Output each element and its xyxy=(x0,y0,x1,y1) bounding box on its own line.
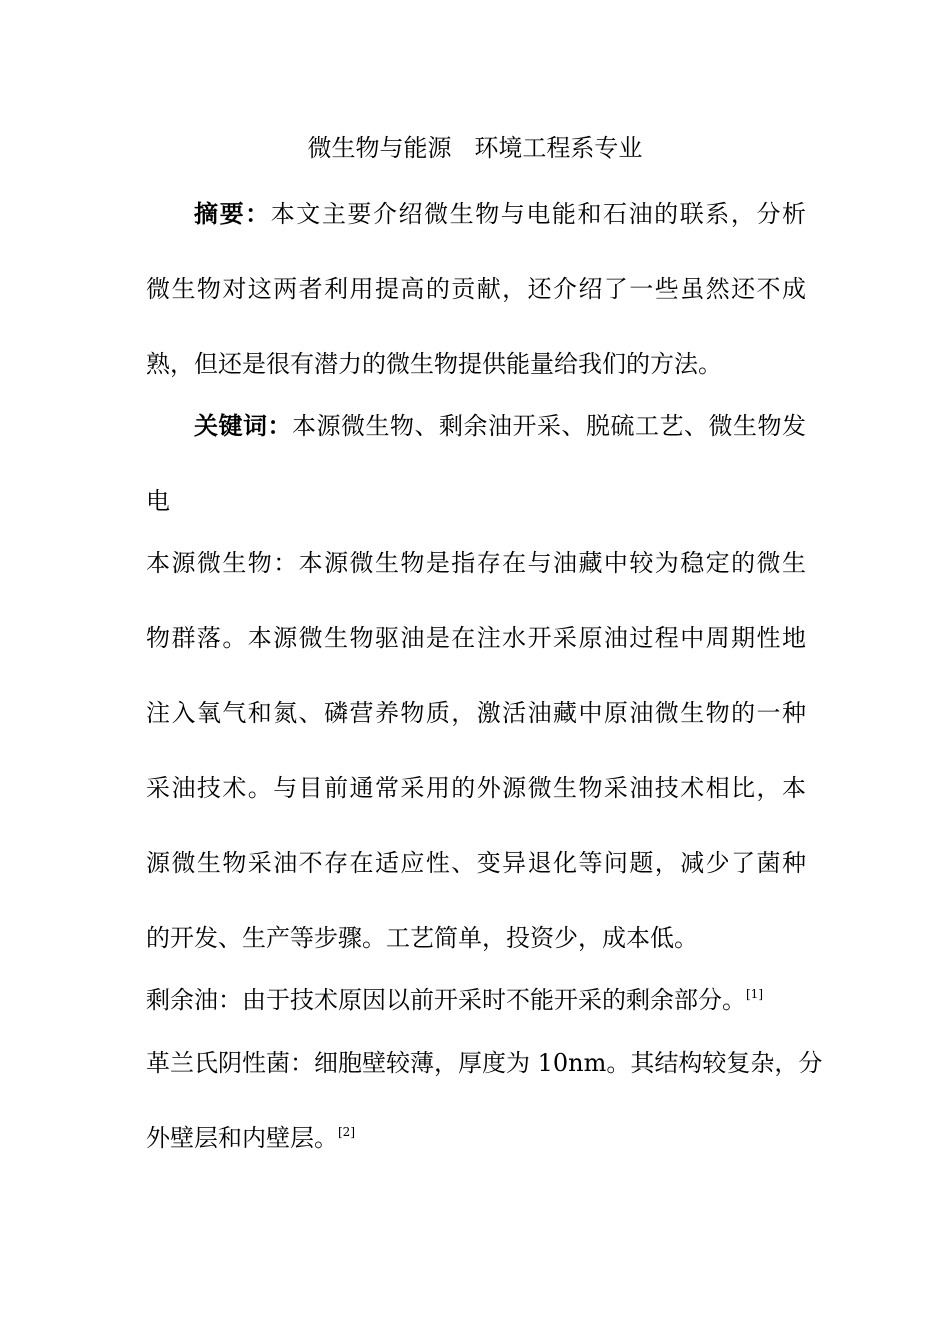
paragraph-line: 采油技术。与目前通常采用的外源微生物采油技术相比，本 xyxy=(146,774,806,802)
citation-marker: [1] xyxy=(746,987,763,1001)
definition-text: 外壁层和内壁层。 xyxy=(146,1124,338,1152)
paragraph-line xyxy=(146,984,806,1016)
abstract-label: 摘要： xyxy=(194,199,271,228)
keywords-line: 电 xyxy=(146,487,170,515)
definition-text: 剩余油：由于技术原因以前开采时不能开采的剩余部分。 xyxy=(146,986,746,1014)
paragraph-line: 注入氧气和氮、磷营养物质，激活油藏中原油微生物的一种 xyxy=(146,699,806,727)
keywords-label: 关键词： xyxy=(194,411,292,440)
paragraph-line xyxy=(146,1122,806,1154)
paragraph-line: 本源微生物：本源微生物是指存在与油藏中较为稳定的微生 xyxy=(146,549,806,577)
paragraph-line: 物群落。本源微生物驱油是在注水开采原油过程中周期性地 xyxy=(146,624,806,652)
keywords-line xyxy=(194,410,806,442)
paragraph-line: 的开发、生产等步骤。工艺简单，投资少，成本低。 xyxy=(146,924,698,952)
paragraph-line: 革兰氏阴性菌：细胞壁较薄，厚度为 10nm。其结构较复杂，分 xyxy=(146,1049,823,1077)
citation-marker: [2] xyxy=(338,1125,355,1139)
abstract-text: 本文主要介绍微生物与电能和石油的联系，分析 xyxy=(270,200,807,228)
abstract-line xyxy=(194,198,806,230)
document-title: 微生物与能源 环境工程系专业 xyxy=(307,134,643,162)
abstract-line: 熟，但还是很有潜力的微生物提供能量给我们的方法。 xyxy=(146,350,722,378)
abstract-line: 微生物对这两者利用提高的贡献，还介绍了一些虽然还不成 xyxy=(146,275,806,303)
paragraph-line: 源微生物采油不存在适应性、变异退化等问题，减少了菌种 xyxy=(146,849,806,877)
keywords-text: 本源微生物、剩余油开采、脱硫工艺、微生物发 xyxy=(292,412,806,440)
